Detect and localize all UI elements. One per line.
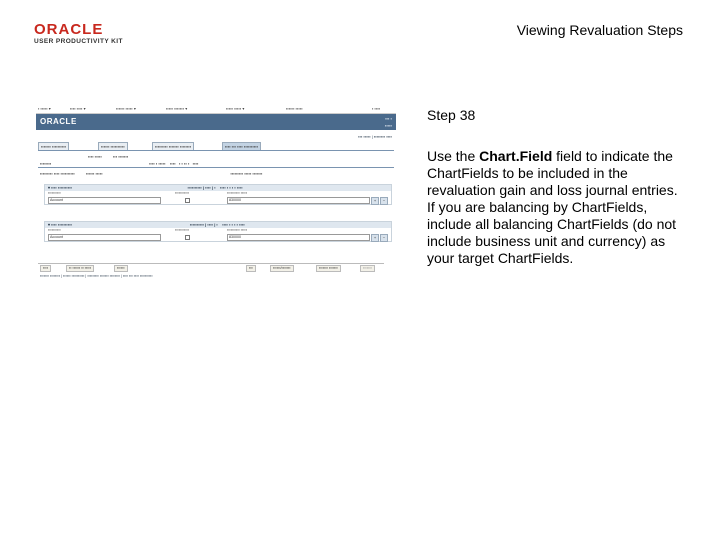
logo-oracle-text: ORACLE xyxy=(34,21,104,38)
chartfield-select-gain[interactable]: Account xyxy=(48,197,161,204)
step-text-before: Use the xyxy=(427,148,480,164)
add-row-icon[interactable]: + xyxy=(371,234,379,242)
include-history-button[interactable]: ▪▪▪▪▪▪▪ ▪▪▪▪▪▪▪ xyxy=(316,265,341,272)
add-row-icon[interactable]: + xyxy=(371,197,379,205)
save-button[interactable]: ▪▪▪▪ xyxy=(40,265,51,272)
return-to-search-button[interactable]: ▪▪ ▪▪▪▪▪▪ ▪▪ ▪▪▪▪▪ xyxy=(66,265,94,272)
tab-exclusion-defaults[interactable]: ▪▪▪▪▪▪▪▪▪ ▪▪▪▪▪▪▪ ▪▪▪▪▪▪▪▪ xyxy=(152,142,194,150)
brand-bar-links-2: ▪▪▪▪▪ xyxy=(384,123,392,128)
top-navigation-bar: ▪ ▪▪▪▪▪ ▾ ▪▪▪▪ ▪▪▪▪ ▾ ▪▪▪▪▪▪ ▪▪▪▪▪ ▾ ▪▪▪▪▪ ▪▪▪▪▪▪▪ ▾ ▪▪▪▪▪ ▪▪▪▪▪ ▾ ▪▪▪▪▪▪ ▪▪▪▪▪ ▪ ▪▪▪▪ xyxy=(36,104,396,114)
loss-chartfields-section xyxy=(44,221,392,242)
step-text-after: field to indicate the ChartFields to be included in the revaluation gain and loss journal entries. If you are balancing by ChartFields, include all balancing ChartFields (do not include business unit and currency) as your target ChartFields. xyxy=(427,148,678,266)
header-row-1: ▪▪▪▪ ▪▪▪▪▪ ▪▪▪ ▪▪▪▪▪▪▪ xyxy=(88,154,129,159)
add-button[interactable]: ▪▪▪ xyxy=(246,265,256,272)
update-display-button[interactable]: ▪▪▪▪▪▪/▪▪▪▪▪▪▪ xyxy=(270,265,294,272)
tab-source-chartfields[interactable]: ▪▪▪▪▪▪ ▪▪▪▪▪▪▪▪▪▪ xyxy=(98,142,128,150)
header-row-2: ▪▪▪▪▪▪▪▪ ▪▪▪▪ ▪ ▪▪▪▪▪ ▪▪▪▪ ▪ ▪ ▪▪ ▪ ▪▪▪▪ xyxy=(40,161,199,166)
delete-row-icon[interactable]: − xyxy=(380,234,388,242)
notify-button[interactable]: ▪▪▪▪▪▪ xyxy=(114,265,128,272)
tab-gain-loss-chartfields[interactable]: ▪▪▪▪ ▪▪▪ ▪▪▪▪ ▪▪▪▪▪▪▪▪▪▪ xyxy=(222,142,261,150)
tab-account-definition[interactable]: ▪▪▪▪▪▪▪ ▪▪▪▪▪▪▪▪▪▪ xyxy=(38,142,69,150)
application-screenshot xyxy=(36,104,396,282)
footer-links: ▪▪▪▪▪▪▪ ▪▪▪▪▪▪▪▪ | ▪▪▪▪▪▪ ▪▪▪▪▪▪▪▪▪▪ | ▪▪▪▪▪▪▪▪▪ ▪▪▪▪▪▪▪ ▪▪▪▪▪▪▪▪ | ▪▪▪▪ ▪▪▪ ▪▪▪▪ ▪▪▪▪▪▪▪▪▪▪ xyxy=(40,274,153,278)
chartfield-value-loss[interactable]: 830000 xyxy=(227,234,370,241)
divider xyxy=(38,167,394,168)
header-row-3: ▪▪▪▪▪▪▪▪▪ ▪▪▪▪ ▪▪▪▪▪▪▪▪▪▪ ▪▪▪▪▪▪ ▪▪▪▪▪ ▪▪▪▪▪▪▪▪▪ ▪▪▪▪▪ ▪▪▪▪▪▪▪ xyxy=(40,171,263,176)
gain-row-1 xyxy=(45,196,391,204)
loss-row-1 xyxy=(45,233,391,241)
chartfield-select-loss[interactable]: Account xyxy=(48,234,161,241)
revaluate-checkbox-gain[interactable] xyxy=(185,198,190,203)
brand-bar-links: ▪▪▪ ▪ xyxy=(385,116,392,121)
page-title: Viewing Revaluation Steps xyxy=(516,22,683,38)
logo-upk-text: USER PRODUCTIVITY KIT xyxy=(34,38,123,45)
section-header-gain: ▾ ▪▪▪▪ ▪▪▪▪▪▪▪▪▪▪ ▪▪▪▪▪▪▪▪▪▪ | ▪▪▪▪ | ▪ ▪▪▪▪ ▪ ▪ ▪ ▪ ▪▪▪▪ xyxy=(45,185,391,191)
column-headers-loss: ▪▪▪▪▪▪▪▪▪▪ ▪▪▪▪▪▪▪▪▪▪▪ ▪▪▪▪▪▪▪▪▪▪ ▪▪▪▪▪ xyxy=(48,228,248,232)
oracle-brand-bar xyxy=(36,114,396,130)
gain-chartfields-section xyxy=(44,184,392,205)
step-description xyxy=(427,148,689,267)
correct-history-button[interactable]: ▪▪▪▪▪▪▪ xyxy=(360,265,375,272)
step-field-name: Chart.Field xyxy=(479,148,553,164)
brand-logo-text: ORACLE xyxy=(40,117,77,126)
section-header-loss: ▾ ▪▪▪▪ ▪▪▪▪▪▪▪▪▪▪ ▪▪▪▪▪▪▪▪▪▪ | ▪▪▪▪ | ▪ ▪▪▪▪ ▪ ▪ ▪ ▪ ▪▪▪▪ xyxy=(45,222,391,228)
page-action-bar xyxy=(38,263,384,271)
revaluate-checkbox-loss[interactable] xyxy=(185,235,190,240)
step-number: Step 38 xyxy=(427,107,476,123)
page-links: ▪▪▪ ▪▪▪▪▪ | ▪▪▪▪▪▪▪▪ ▪▪▪▪ xyxy=(358,134,392,139)
chartfield-value-gain[interactable]: 830000 xyxy=(227,197,370,204)
delete-row-icon[interactable]: − xyxy=(380,197,388,205)
page-tabs xyxy=(38,142,394,151)
oracle-upk-logo xyxy=(34,22,124,50)
column-headers-gain: ▪▪▪▪▪▪▪▪▪▪ ▪▪▪▪▪▪▪▪▪▪▪ ▪▪▪▪▪▪▪▪▪▪ ▪▪▪▪▪ xyxy=(48,191,248,195)
